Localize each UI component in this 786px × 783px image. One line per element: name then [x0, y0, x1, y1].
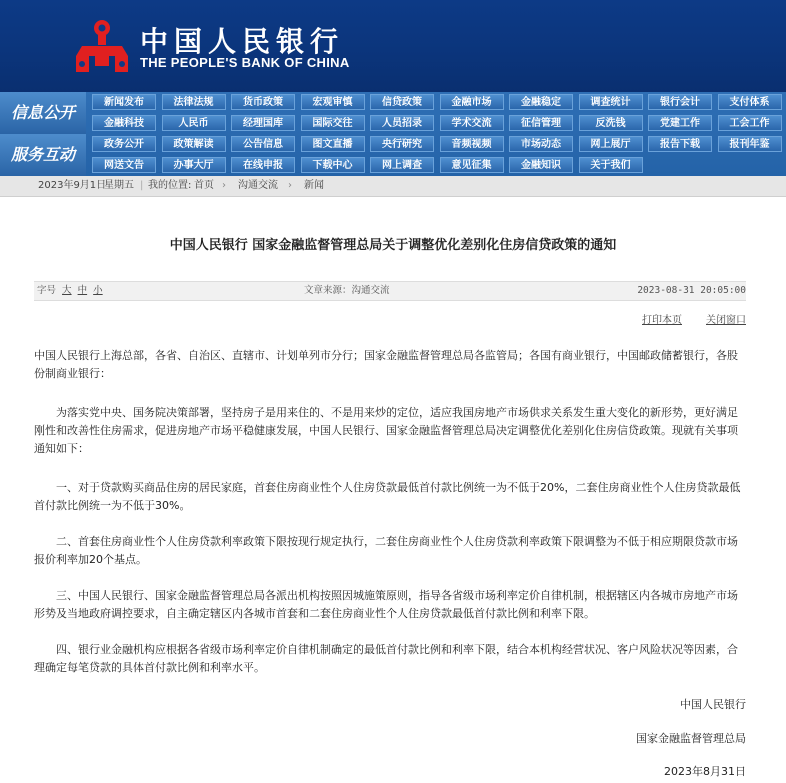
nav-item[interactable]: 金融稳定 [509, 94, 573, 110]
nav-item[interactable]: 银行会计 [648, 94, 712, 110]
nav-item[interactable]: 办事大厅 [162, 157, 226, 173]
breadcrumb-home-link[interactable]: 首页 [194, 180, 214, 191]
nav-item[interactable]: 学术交流 [440, 115, 504, 131]
breadcrumb [0, 176, 786, 197]
main-nav [0, 92, 786, 176]
article-paragraph: 为落实党中央、国务院决策部署，坚持房子是用来住的、不是用来炒的定位，适应我国房地产市场供求关系发生重大变化的新形势，更好满足刚性和改善性住房需求，促进房地产市场平稳健康发展，中国人民银行、国家金融监督管理总局决定调整优化差别化住房信贷政策。现就有关事项通知如下： [34, 406, 738, 455]
nav-item[interactable]: 反洗钱 [579, 115, 643, 131]
nav-item[interactable]: 网送文告 [92, 157, 156, 173]
article-paragraph: 三、中国人民银行、国家金融监督管理总局各派出机构按照因城施策原则，指导各省级市场利率定价自律机制，根据辖区内各城市房地产市场形势及当地政府调控要求，自主确定辖区内各城市首套和二套住房商业性个人住房贷款最低首付款比例和利率下限。 [34, 589, 738, 620]
signature-pboc: 中国人民银行 [680, 698, 746, 711]
nav-item[interactable]: 党建工作 [648, 115, 712, 131]
breadcrumb-weekday: 星期五 [104, 180, 134, 191]
nav-item[interactable]: 支付体系 [718, 94, 782, 110]
breadcrumb-chevron-icon: › [222, 180, 226, 191]
nav-category-info: 信息公开 [0, 92, 86, 134]
font-size-label: 字号 [37, 285, 57, 296]
nav-item[interactable]: 金融市场 [440, 94, 504, 110]
nav-item[interactable]: 政策解读 [162, 136, 226, 152]
nav-item[interactable]: 工会工作 [718, 115, 782, 131]
font-size-medium-link[interactable]: 中 [77, 285, 88, 296]
print-page-link[interactable]: 打印本页 [642, 315, 682, 326]
breadcrumb-subsection-link[interactable]: 新闻 [304, 180, 324, 191]
nav-item[interactable]: 信贷政策 [370, 94, 434, 110]
article-datetime: 2023-08-31 20:05:00 [637, 285, 746, 296]
nav-item[interactable]: 货币政策 [231, 94, 295, 110]
nav-item[interactable]: 人员招录 [370, 115, 434, 131]
signature-nfra: 国家金融监督管理总局 [636, 732, 746, 745]
nav-item[interactable]: 下载中心 [301, 157, 365, 173]
close-window-link[interactable]: 关闭窗口 [706, 315, 746, 326]
nav-item[interactable]: 金融知识 [509, 157, 573, 173]
article-paragraph: 四、银行业金融机构应根据各省级市场利率定价自律机制确定的最低首付款比例和利率下限，结合本机构经营状况、客户风险状况等因素，合理确定每笔贷款的具体首付款比例和利率水平。 [34, 643, 738, 674]
nav-item[interactable]: 征信管理 [509, 115, 573, 131]
header-banner [0, 0, 786, 92]
nav-item[interactable]: 国际交往 [301, 115, 365, 131]
nav-item[interactable]: 网上展厅 [579, 136, 643, 152]
nav-category-service: 服务互动 [0, 134, 86, 176]
article-paragraph: 一、对于贷款购买商品住房的居民家庭，首套住房商业性个人住房贷款最低首付款比例统一为不低于20%，二套住房商业性个人住房贷款最低首付款比例统一为不低于30%。 [34, 481, 741, 512]
breadcrumb-date: 2023年9月1日 [38, 180, 107, 191]
font-size-large-link[interactable]: 大 [62, 285, 72, 296]
nav-item[interactable]: 意见征集 [440, 157, 504, 173]
nav-item[interactable]: 政务公开 [92, 136, 156, 152]
breadcrumb-separator: | [140, 180, 144, 191]
nav-item[interactable]: 音频视频 [440, 136, 504, 152]
nav-item[interactable]: 新闻发布 [92, 94, 156, 110]
brand-name-en: THE PEOPLE'S BANK OF CHINA [140, 55, 350, 70]
nav-item[interactable]: 公告信息 [231, 136, 295, 152]
nav-item[interactable]: 宏观审慎 [301, 94, 365, 110]
nav-item[interactable]: 金融科技 [92, 115, 156, 131]
article-paragraph: 二、首套住房商业性个人住房贷款利率政策下限按现行规定执行，二套住房商业性个人住房贷款利率政策下限调整为不低于相应期限贷款市场报价利率加20个基点。 [34, 535, 738, 566]
nav-item[interactable]: 报刊年鉴 [718, 136, 782, 152]
article-source: 文章来源：沟通交流 [304, 285, 390, 296]
nav-item[interactable]: 市场动态 [509, 136, 573, 152]
nav-item[interactable]: 在线申报 [231, 157, 295, 173]
nav-item[interactable]: 关于我们 [579, 157, 643, 173]
font-size-small-link[interactable]: 小 [93, 285, 103, 296]
nav-item[interactable]: 报告下载 [648, 136, 712, 152]
breadcrumb-location-label: 我的位置: [148, 180, 192, 191]
nav-item[interactable]: 网上调查 [370, 157, 434, 173]
article-title: 中国人民银行 国家金融监督管理总局关于调整优化差别化住房信贷政策的通知 [169, 238, 617, 253]
nav-item[interactable]: 人民币 [162, 115, 226, 131]
nav-item[interactable]: 央行研究 [370, 136, 434, 152]
nav-item[interactable]: 经理国库 [231, 115, 295, 131]
signature-date: 2023年8月31日 [664, 765, 746, 778]
nav-item[interactable]: 法律法规 [162, 94, 226, 110]
breadcrumb-chevron-icon: › [288, 180, 292, 191]
nav-item[interactable]: 调查统计 [579, 94, 643, 110]
nav-item[interactable]: 图文直播 [301, 136, 365, 152]
article-meta-bar [34, 281, 746, 301]
article-paragraph: 中国人民银行上海总部，各省、自治区、直辖市、计划单列市分行；国家金融监督管理总局各监管局；各国有商业银行，中国邮政储蓄银行，各股份制商业银行： [34, 349, 738, 380]
pboc-logo-icon[interactable] [72, 16, 132, 76]
brand-name-cn: 中国人民银行 [140, 25, 345, 58]
breadcrumb-section-link[interactable]: 沟通交流 [238, 180, 278, 191]
font-size-controls [37, 282, 103, 300]
